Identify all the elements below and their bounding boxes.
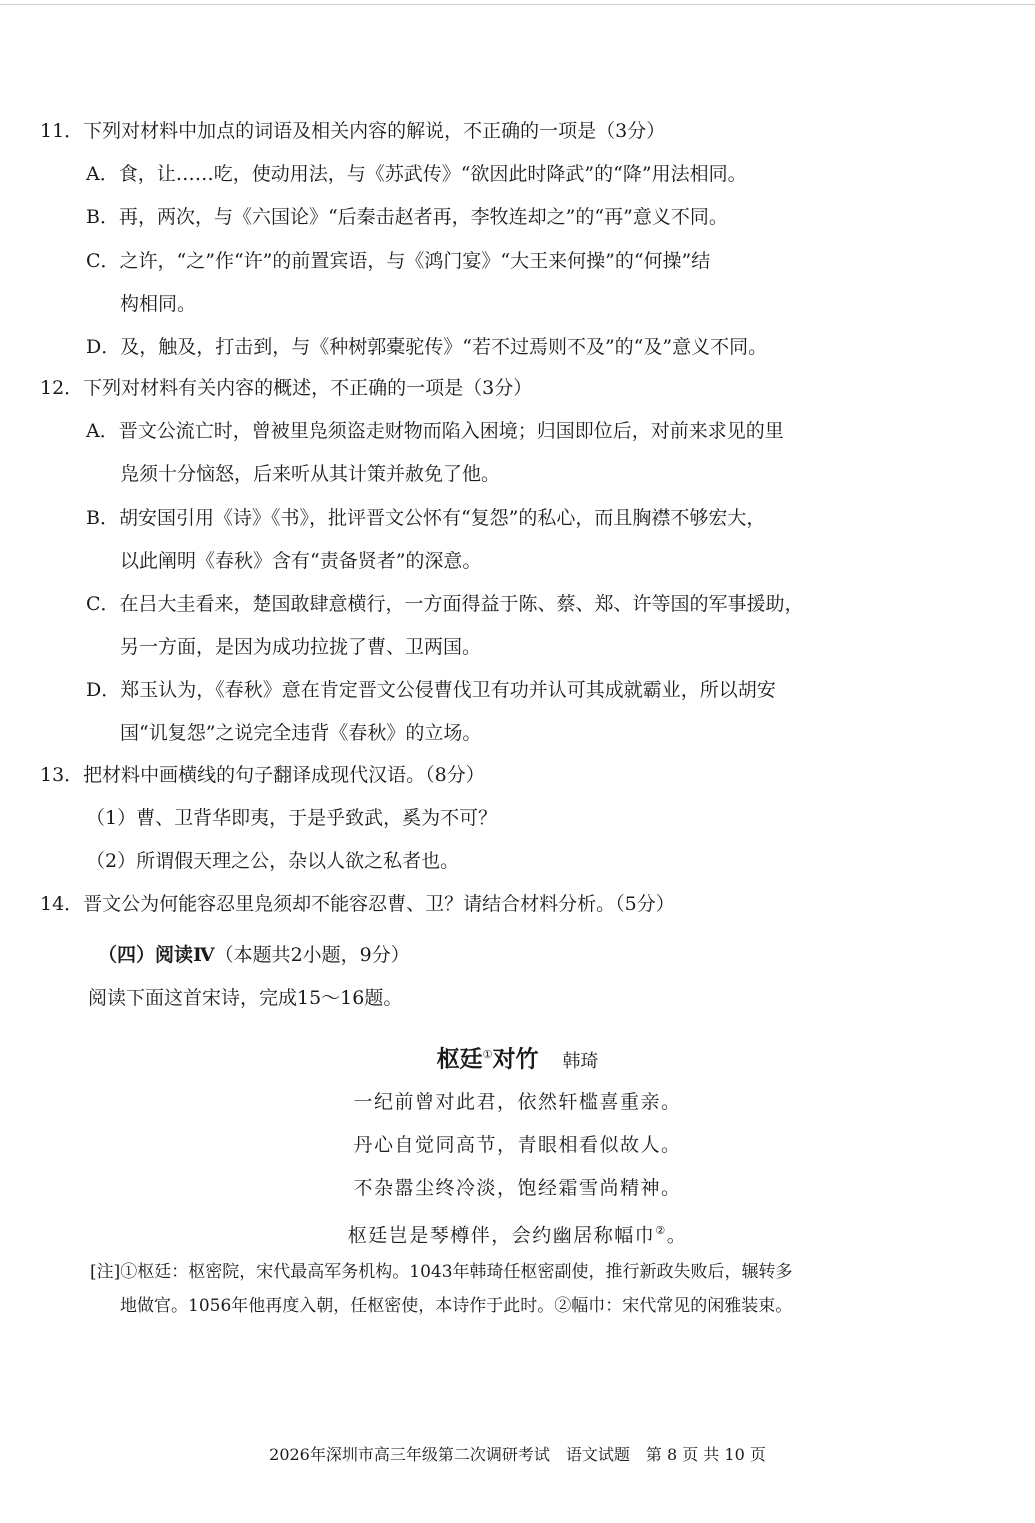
q12-option-a-cont: 凫须十分恼怒，后来听从其计策并赦免了他。 <box>120 463 501 485</box>
poem-line-4-text: 枢廷岂是琴樽伴，会约幽居称幅巾 <box>347 1224 656 1247</box>
q12-option-d: D．郑玉认为，《春秋》意在肯定晋文公侵曹伐卫有功并认可其成就霸业，所以胡安 <box>86 679 776 701</box>
page-footer: 2026年深圳市高三年级第二次调研考试 语文试题 第 8 页 共 10 页 <box>269 1445 766 1464</box>
q11-stem: 11．下列对材料中加点的词语及相关内容的解说，不正确的一项是（3分） <box>40 120 666 142</box>
q13-sentence-1: （1）曹、卫背华即夷，于是乎致武，奚为不可？ <box>86 807 498 829</box>
q13-stem: 13．把材料中画横线的句子翻译成现代汉语。（8分） <box>40 764 485 786</box>
poem-author: 韩琦 <box>562 1050 599 1072</box>
poem-line-3: 不杂嚣尘终冷淡，饱经霜雪尚精神。 <box>353 1177 682 1199</box>
q14-stem: 14．晋文公为何能容忍里凫须却不能容忍曹、卫？请结合材料分析。（5分） <box>40 893 675 915</box>
section-instruction: 阅读下面这首宋诗，完成15～16题。 <box>88 987 403 1009</box>
poem-line-1: 一纪前曾对此君，依然轩槛喜重亲。 <box>353 1091 682 1113</box>
q12-option-a: A．晋文公流亡时，曾被里凫须盗走财物而陷入困境；归国即位后，对前来求见的里 <box>86 420 784 442</box>
q11-option-d: D．及，触及，打击到，与《种树郭橐驼传》“若不过焉则不及”的“及”意义不同。 <box>86 336 768 358</box>
poem-line-4-note-mark: ② <box>655 1224 667 1237</box>
note-line-2: 地做官。1056年他再度入朝，任枢密使，本诗作于此时。②幅巾：宋代常见的闲雅装束。 <box>120 1296 793 1316</box>
section-title: （四）阅读Ⅳ <box>98 944 215 966</box>
poem-title-note-mark: ① <box>482 1048 493 1061</box>
poem-line-4-end: 。 <box>666 1224 688 1247</box>
q12-option-b: B．胡安国引用《诗》《书》，批评晋文公怀有“复怨”的私心，而且胸襟不够宏大， <box>86 507 766 529</box>
q13-sentence-2: （2）所谓假天理之公，杂以人欲之私者也。 <box>86 850 460 872</box>
poem-line-4 <box>0 1216 1035 1250</box>
q12-option-c: C．在吕大圭看来，楚国敢肆意横行，一方面得益于陈、蔡、郑、许等国的军事援助， <box>86 593 804 615</box>
q12-stem: 12．下列对材料有关内容的概述，不正确的一项是（3分） <box>40 377 533 399</box>
top-rule <box>0 4 1035 5</box>
poem-title-part1: 枢廷 <box>436 1045 483 1073</box>
note-line-1: [注]①枢廷：枢密院，宋代最高军务机构。1043年韩琦任枢密副使，推行新政失败后，辗转多 <box>90 1262 793 1282</box>
q12-option-b-cont: 以此阐明《春秋》含有“责备贤者”的深意。 <box>120 550 482 572</box>
section-info: （本题共2小题，9分） <box>214 944 410 966</box>
poem-title-part2: 对竹 <box>492 1045 539 1073</box>
section-heading <box>98 940 410 970</box>
poem-title <box>0 1038 1035 1079</box>
q11-option-c-cont: 构相同。 <box>120 293 197 315</box>
q12-option-c-cont: 另一方面，是因为成功拉拢了曹、卫两国。 <box>120 636 482 658</box>
q11-option-c: C．之许，“之”作“许”的前置宾语，与《鸿门宴》“大王来何操”的“何操”结 <box>86 250 711 272</box>
poem-line-2: 丹心自觉同高节，青眼相看似故人。 <box>353 1134 682 1156</box>
q11-option-b: B．再，两次，与《六国论》“后秦击赵者再，李牧连却之”的“再”意义不同。 <box>86 206 728 228</box>
q12-option-d-cont: 国“讥复怨”之说完全违背《春秋》的立场。 <box>120 722 482 744</box>
q11-option-a: A．食，让……吃，使动用法，与《苏武传》“欲因此时降武”的“降”用法相同。 <box>86 163 747 185</box>
